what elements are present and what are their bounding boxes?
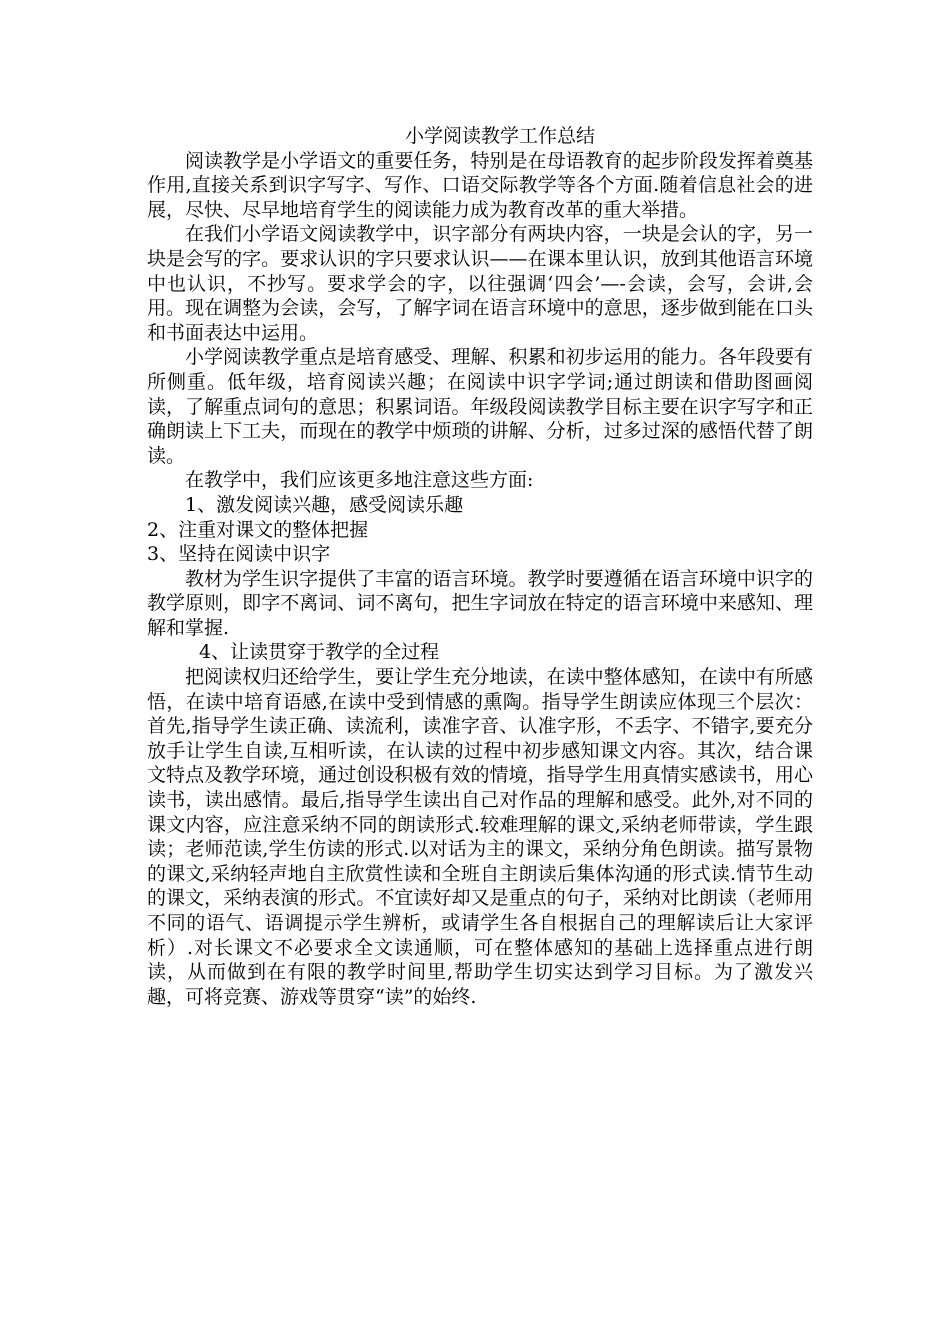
document-title: 小学阅读教学工作总结 <box>404 125 595 147</box>
paragraph-literacy: 在我们小学语文阅读教学中，识字部分有两块内容，一块是会认的字，另一块是会写的字。要求认识的字只要求认识——在课本里认识，放到其他语言环境中也认识，不抄写。要求学会的字，以往强调‘四会’—-会读，会写，会讲,会用。现在调整为会读，会写，了解字词在语言环境中的意思，逐步做到能在口头和书面表达中运用。 <box>147 223 813 344</box>
paragraph-intro: 阅读教学是小学语文的重要任务，特别是在母语教育的起步阶段发挥着奠基作用,直接关系到识字写字、写作、口语交际教学等各个方面.随着信息社会的进展，尽快、尽早地培育学生的阅读能力成为教育改革的重大举措。 <box>147 149 813 221</box>
document-page <box>147 124 813 1009</box>
paragraph-textbook: 教材为学生识字提供了丰富的语言环境。教学时要遵循在语言环境中识字的教学原则，即字不离词、词不离句，把生字词放在特定的语言环境中来感知、理解和掌握. <box>147 567 813 639</box>
list-item-1: 1、激发阅读兴趣，感受阅读乐趣 <box>185 493 464 516</box>
list-item-4: 4、让读贯穿于教学的全过程 <box>199 641 440 664</box>
paragraph-aspects-intro: 在教学中，我们应该更多地注意这些方面: <box>185 469 534 492</box>
paragraph-reading: 把阅读权归还给学生，要让学生充分地读，在读中整体感知，在读中有所感悟，在读中培育语感,在读中受到情感的熏陶。指导学生朗读应体现三个层次：首先,指导学生读正确、读流利，读准字音、认准字形，不丢字、不错字,要充分放手让学生自读,互相听读，在认读的过程中初步感知课文内容。其次，结合课文特点及教学环境，通过创设积极有效的情境，指导学生用真情实感读书，用心读书，读出感情。最后,指导学生读出自己对作品的理解和感受。此外,对不同的课文内容，应注意采纳不同的朗读形式.较难理解的课文,采纳老师带读，学生跟读；老师范读,学生仿读的形式.以对话为主的课文，采纳分角色朗读。描写景物的课文,采纳轻声地自主欣赏性读和全班自主朗读后集体沟通的形式读.情节生动的课文，采纳表演的形式。不宜读好却又是重点的句子，采纳对比朗读（老师用不同的语气、语调提示学生辨析，或请学生各自根据自己的理解读后让大家评析）.对长课文不必要求全文读通顺，可在整体感知的基础上选择重点进行朗读，从而做到在有限的教学时间里,帮助学生切实达到学习目标。为了激发兴趣，可将竞赛、游戏等贯穿“读”的始终. <box>147 666 813 1008</box>
list-item-2: 2、注重对课文的整体把握 <box>147 518 369 541</box>
list-item-3: 3、坚持在阅读中识字 <box>147 543 331 566</box>
paragraph-focus: 小学阅读教学重点是培育感受、理解、积累和初步运用的能力。各年段要有所侧重。低年级，培育阅读兴趣；在阅读中识字学词;通过朗读和借助图画阅读，了解重点词句的意思；积累词语。年级段阅读教学目标主要在识字写字和正确朗读上下工夫，而现在的教学中烦琐的讲解、分析，过多过深的感悟代替了朗读。 <box>147 346 813 467</box>
